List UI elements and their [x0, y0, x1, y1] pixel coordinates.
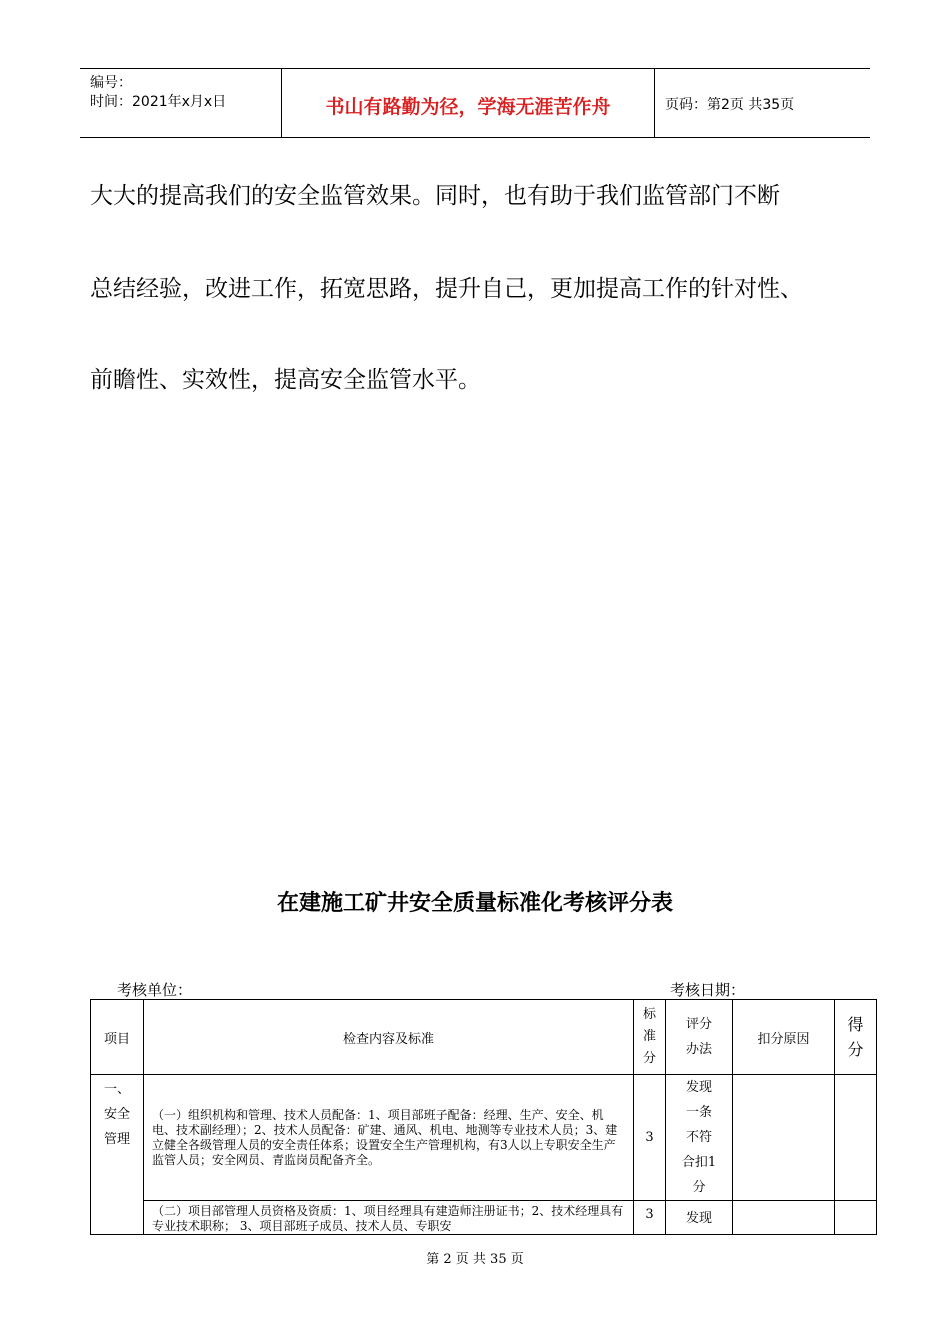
header-method: 评分 办法 [666, 1000, 733, 1075]
motto: 书山有路勤为径，学海无涯苦作舟 [325, 96, 611, 118]
date-line: 时间：2021年x月x日 [90, 94, 227, 110]
assessment-unit-label: 考核单位： [117, 981, 193, 999]
row-content: （二）项目部管理人员资格及资质：1、项目经理具有建造师注册证书；2、技术经理具有专业技术职称； 3、项目部班子成员、技术人员、专职安 [144, 1201, 634, 1235]
table-row [91, 1201, 877, 1235]
body-paragraph-line: 大大的提高我们的安全监管效果。同时，也有助于我们监管部门不断 [90, 183, 780, 209]
header-reason: 扣分原因 [733, 1000, 835, 1075]
row-method: 发现 [666, 1201, 733, 1235]
row-standard-score: 3 [634, 1201, 666, 1235]
row-reason [733, 1075, 835, 1201]
row-method: 发现 一条 不符 合扣1 分 [666, 1075, 733, 1201]
row-standard-score: 3 [634, 1075, 666, 1201]
scoring-table [90, 999, 877, 1235]
serial-label: 编号： [90, 75, 132, 91]
table-header-row [91, 1000, 877, 1075]
header-page-cell [655, 69, 870, 137]
body-paragraph-line: 前瞻性、实效性，提高安全监管水平。 [90, 367, 481, 393]
row-score [835, 1201, 877, 1235]
body-paragraph-line: 总结经验，改进工作，拓宽思路，提升自己，更加提高工作的针对性、 [90, 276, 803, 302]
row-reason [733, 1201, 835, 1235]
header-motto-cell [281, 69, 655, 137]
table-title: 在建施工矿井安全质量标准化考核评分表 [276, 890, 673, 916]
header-score: 得 分 [835, 1000, 877, 1075]
page-info: 页码：第2页 共35页 [665, 97, 795, 113]
row-content: （一）组织机构和管理、技术人员配备：1、项目部班子配备：经理、生产、安全、机电、技术副经理）；2、技术人员配备：矿建、通风、机电、地测等专业技术人员；3、建立健全各级管理人员的安全责任体系；设置安全生产管理机构，有3人以上专职安全生产监管人员；安全网员、青监岗员配备齐全。 [144, 1075, 634, 1201]
table-row [91, 1075, 877, 1201]
page-header [80, 68, 870, 138]
assessment-date-label: 考核日期： [670, 981, 746, 999]
header-content: 检查内容及标准 [144, 1000, 634, 1075]
section-label: 一、 安全 管理 [91, 1075, 144, 1235]
row-score [835, 1075, 877, 1201]
header-item: 项目 [91, 1000, 144, 1075]
header-standard-score: 标 准 分 [634, 1000, 666, 1075]
page-footer: 第 2 页 共 35 页 [426, 1252, 524, 1267]
header-info-cell [80, 69, 281, 137]
